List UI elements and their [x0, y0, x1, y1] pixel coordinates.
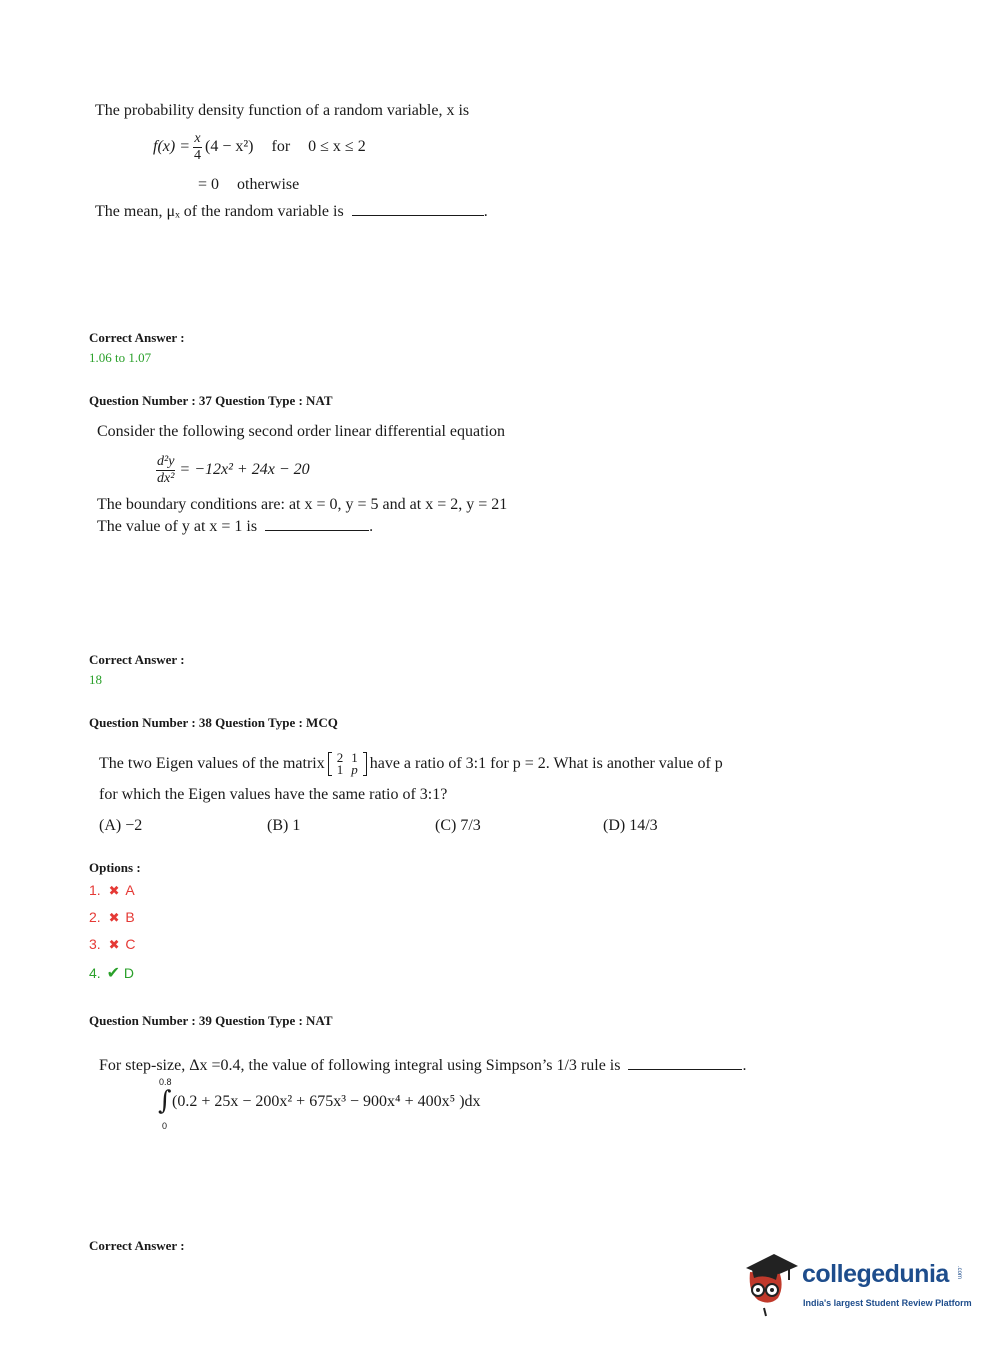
q36-fraction — [193, 132, 202, 163]
q38-choice-c: (C) 7/3 — [435, 817, 481, 834]
option-number: 4. — [89, 965, 101, 981]
q36-f-rhs: (4 − x²) — [205, 138, 254, 155]
q38-matrix-cell: 1 — [336, 762, 344, 777]
q38-choice-b: (B) 1 — [267, 817, 301, 834]
logo-brand: collegedunia — [802, 1260, 949, 1288]
option-letter: B — [125, 909, 135, 925]
q38-header: Question Number : 38 Question Type : MCQ — [89, 715, 338, 730]
q37-answer-blank — [265, 516, 369, 531]
q38-text-after: have a ratio of 3:1 for p = 2. What is another value of p — [369, 755, 723, 772]
q36-correct-value: 1.06 to 1.07 — [89, 350, 152, 365]
q39-text: For step-size, Δx =0.4, the value of following integral using Simpson’s 1/3 rule is — [99, 1057, 621, 1074]
q37-boundary: The boundary conditions are: at x = 0, y = 5 and at x = 2, y = 21 — [97, 496, 508, 513]
wrong-icon: ✖ — [108, 910, 120, 925]
q39-text-line: For step-size, Δx =0.4, the value of following integral using Simpson’s 1/3 rule is . — [99, 1057, 747, 1074]
q39-correct-label: Correct Answer : — [89, 1238, 185, 1253]
q39-answer-blank — [628, 1055, 742, 1070]
q38-option-4[interactable] — [89, 963, 134, 983]
q37-frac-num: d²y — [157, 453, 175, 469]
option-letter: D — [123, 965, 134, 981]
q39-upper-limit: 0.8 — [159, 1077, 172, 1087]
q38-line2: for which the Eigen values have the same ratio of 3:1? — [99, 786, 448, 803]
q38-choice-d: (D) 14/3 — [603, 817, 658, 834]
q38-line1 — [99, 745, 723, 783]
q36-frac-num: x — [194, 130, 201, 146]
q36-otherwise-line — [198, 176, 299, 194]
q38-matrix — [328, 752, 367, 776]
q39-header: Question Number : 39 Question Type : NAT — [89, 1013, 333, 1028]
q37-correct-value: 18 — [89, 672, 102, 687]
q37-rhs: = −12x² + 24x − 20 — [179, 461, 310, 478]
q39-integrand: (0.2 + 25x − 200x² + 675x³ − 900x⁴ + 400x⁵ )dx — [172, 1093, 481, 1110]
q37-value-line: The value of y at x = 1 is . — [97, 518, 374, 535]
option-letter: C — [125, 936, 136, 952]
q36-condition: 0 ≤ x ≤ 2 — [308, 138, 366, 155]
integral-sign-icon: ∫ — [158, 1086, 172, 1116]
q36-f-lhs: f(x) = — [153, 138, 190, 155]
option-letter: A — [125, 882, 135, 898]
q37-frac-den: dx² — [157, 470, 175, 486]
q37-value-text: The value of y at x = 1 is — [97, 518, 258, 535]
wrong-icon: ✖ — [108, 937, 120, 952]
q36-frac-den: 4 — [194, 147, 201, 163]
option-number: 3. — [89, 936, 101, 952]
q36-pdf-formula — [153, 130, 366, 164]
q38-matrix-cell: 2 — [336, 750, 344, 765]
mascot-icon — [740, 1248, 800, 1318]
q38-matrix-cell: p — [351, 762, 358, 777]
q36-mean-line: The mean, μₓ of the random variable is . — [95, 203, 488, 220]
check-icon: ✔ — [106, 965, 120, 982]
q38-choice-a: (A) −2 — [99, 817, 143, 834]
q37-intro: Consider the following second order linear differential equation — [97, 423, 506, 440]
q36-otherwise-word: otherwise — [237, 176, 300, 193]
wrong-icon: ✖ — [108, 883, 120, 898]
option-number: 1. — [89, 882, 101, 898]
q36-answer-blank — [352, 201, 484, 216]
q37-equation — [156, 447, 310, 493]
q36-otherwise-eq: = 0 — [198, 176, 220, 193]
q39-lower-limit: 0 — [162, 1121, 168, 1131]
logo-tagline: India's largest Student Review Platform — [803, 1298, 972, 1308]
q38-option-1[interactable] — [89, 882, 135, 899]
q38-options-label: Options : — [89, 860, 141, 875]
collegedunia-logo — [740, 1248, 970, 1318]
logo-suffix: .com — [956, 1266, 962, 1280]
q36-mean-text: The mean, μₓ of the random variable is — [95, 203, 344, 220]
q37-correct-label: Correct Answer : — [89, 652, 185, 667]
q38-text-before: The two Eigen values of the matrix — [99, 755, 325, 772]
q37-fraction — [156, 455, 175, 486]
q36-correct-label: Correct Answer : — [89, 330, 185, 345]
q38-matrix-cell: 1 — [351, 750, 358, 765]
q38-option-3[interactable] — [89, 936, 136, 953]
option-number: 2. — [89, 909, 101, 925]
q38-option-2[interactable] — [89, 909, 135, 926]
q36-for-word: for — [271, 138, 291, 155]
q36-intro: The probability density function of a random variable, x is — [95, 102, 470, 119]
q37-header: Question Number : 37 Question Type : NAT — [89, 393, 333, 408]
